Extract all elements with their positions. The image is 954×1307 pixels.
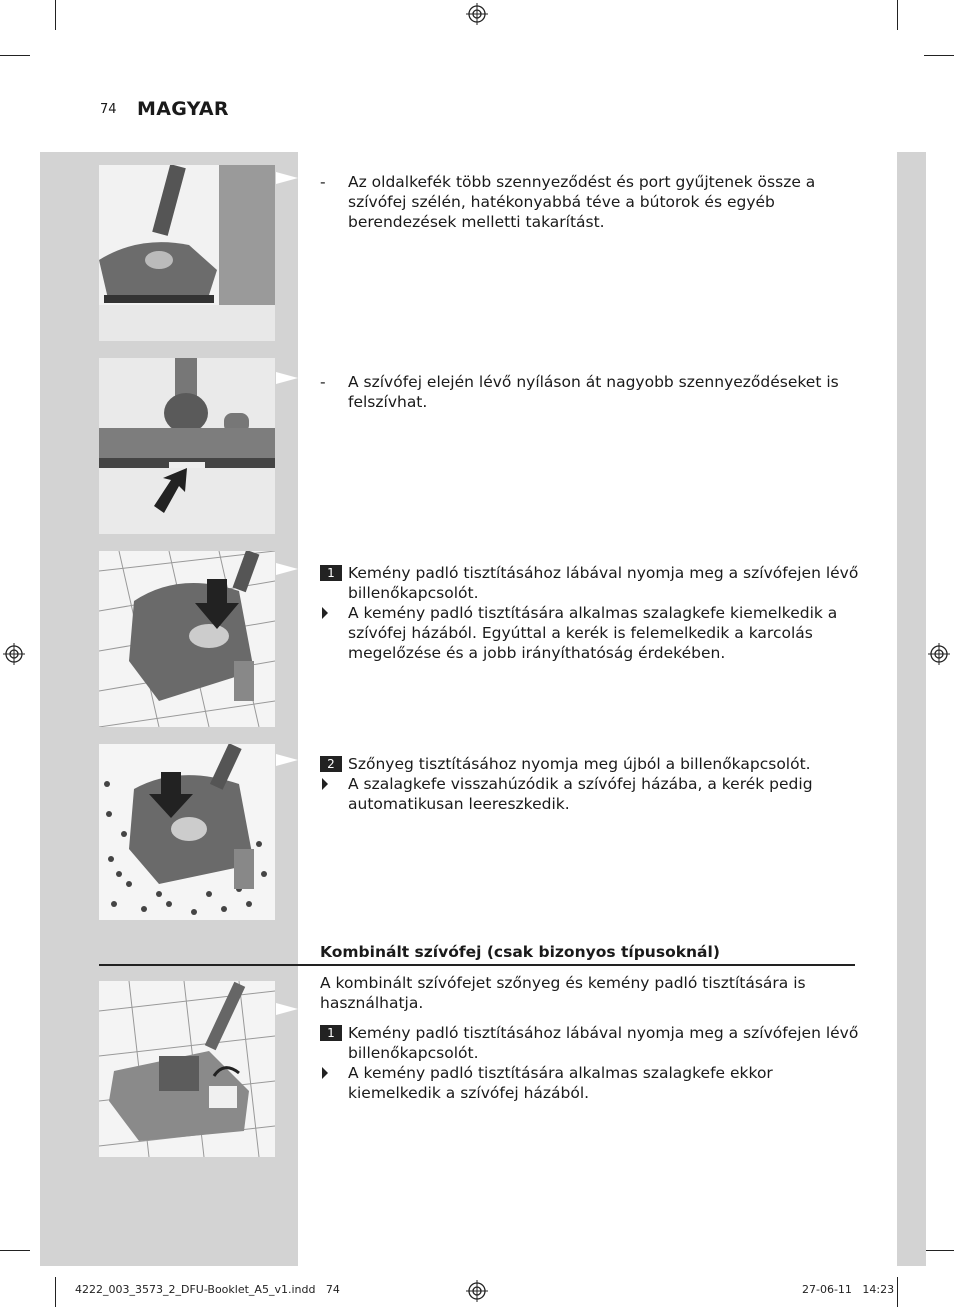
page-title: MAGYAR <box>137 98 229 120</box>
result-triangle-icon <box>322 1067 328 1079</box>
result-triangle-icon <box>322 778 328 790</box>
step-number-badge: 1 <box>320 1025 342 1041</box>
crop-mark <box>55 1277 56 1307</box>
item-text: Kemény padló tisztításához lábával nyomja meg a szívófejen lévő billenőkapcsolót. <box>348 1024 859 1062</box>
list-item <box>320 172 860 232</box>
dash-marker: - <box>320 373 326 391</box>
item-text: Az oldalkefék több szennyeződést és port gyűjtenek össze a szívófej szélén, hatékonyabbá téve a bútorok és egyéb berendezések melletti takarítást. <box>348 173 816 231</box>
list-item <box>320 603 860 663</box>
pointer-arrow <box>276 563 298 575</box>
right-grey-column <box>897 152 926 1266</box>
result-triangle-icon <box>322 607 328 619</box>
item-text: A szívófej elején lévő nyíláson át nagyobb szennyeződéseket is felszívhat. <box>348 373 839 411</box>
footer-filename: 4222_003_3573_2_DFU-Booklet_A5_v1.indd 74 <box>75 1283 340 1296</box>
crop-mark <box>0 55 30 56</box>
item-text: A kemény padló tisztítására alkalmas szalagkefe kiemelkedik a szívófej házából. Egyúttal a kerék is felemelkedik a karcolás megelőzése és a jobb irányíthatóság érdekében. <box>348 604 838 662</box>
illustration-front-opening <box>99 358 275 534</box>
list-item <box>320 754 860 774</box>
step-text-3 <box>320 563 860 663</box>
list-item <box>320 774 860 814</box>
footer-date: 27-06-11 14:23 <box>802 1283 895 1296</box>
page-number: 74 <box>100 102 117 117</box>
registration-mark-icon <box>466 1280 488 1302</box>
registration-mark-icon <box>928 643 950 665</box>
step-number-badge: 1 <box>320 565 342 581</box>
registration-mark-icon <box>3 643 25 665</box>
dash-marker: - <box>320 173 326 191</box>
crop-mark <box>55 0 56 30</box>
crop-mark <box>0 1250 30 1251</box>
pointer-arrow <box>276 372 298 384</box>
section-heading: Kombinált szívófej (csak bizonyos típusoknál) <box>320 943 720 961</box>
list-item <box>320 563 860 603</box>
illustration-combined-nozzle <box>99 981 275 1157</box>
step-text-1 <box>320 172 860 232</box>
registration-mark-icon <box>466 3 488 25</box>
step-text-2 <box>320 372 860 412</box>
pointer-arrow <box>276 172 298 184</box>
item-text: Kemény padló tisztításához lábával nyomja meg a szívófejen lévő billenőkapcsolót. <box>348 564 859 602</box>
illustration-carpet-pedal <box>99 744 275 920</box>
illustration-side-brush <box>99 165 275 341</box>
list-item <box>320 372 860 412</box>
illustration-hard-floor-pedal <box>99 551 275 727</box>
item-text: A szalagkefe visszahúzódik a szívófej házába, a kerék pedig automatikusan leereszkedik. <box>348 775 813 813</box>
step-number-badge: 2 <box>320 756 342 772</box>
pointer-arrow <box>276 1003 298 1015</box>
item-text: Szőnyeg tisztításához nyomja meg újból a billenőkapcsolót. <box>348 755 811 773</box>
crop-mark <box>924 55 954 56</box>
section-text <box>320 973 860 1103</box>
step-text-4 <box>320 754 860 814</box>
list-item <box>320 1063 860 1103</box>
section-divider <box>99 964 855 966</box>
item-text: A kemény padló tisztítására alkalmas szalagkefe ekkor kiemelkedik a szívófej házából. <box>348 1064 773 1102</box>
crop-mark <box>897 0 898 30</box>
pointer-arrow <box>276 754 298 766</box>
section-intro: A kombinált szívófejet szőnyeg és kemény padló tisztítására is használhatja. <box>320 974 806 1012</box>
crop-mark <box>924 1250 954 1251</box>
list-item <box>320 1023 860 1063</box>
crop-mark <box>897 1277 898 1307</box>
